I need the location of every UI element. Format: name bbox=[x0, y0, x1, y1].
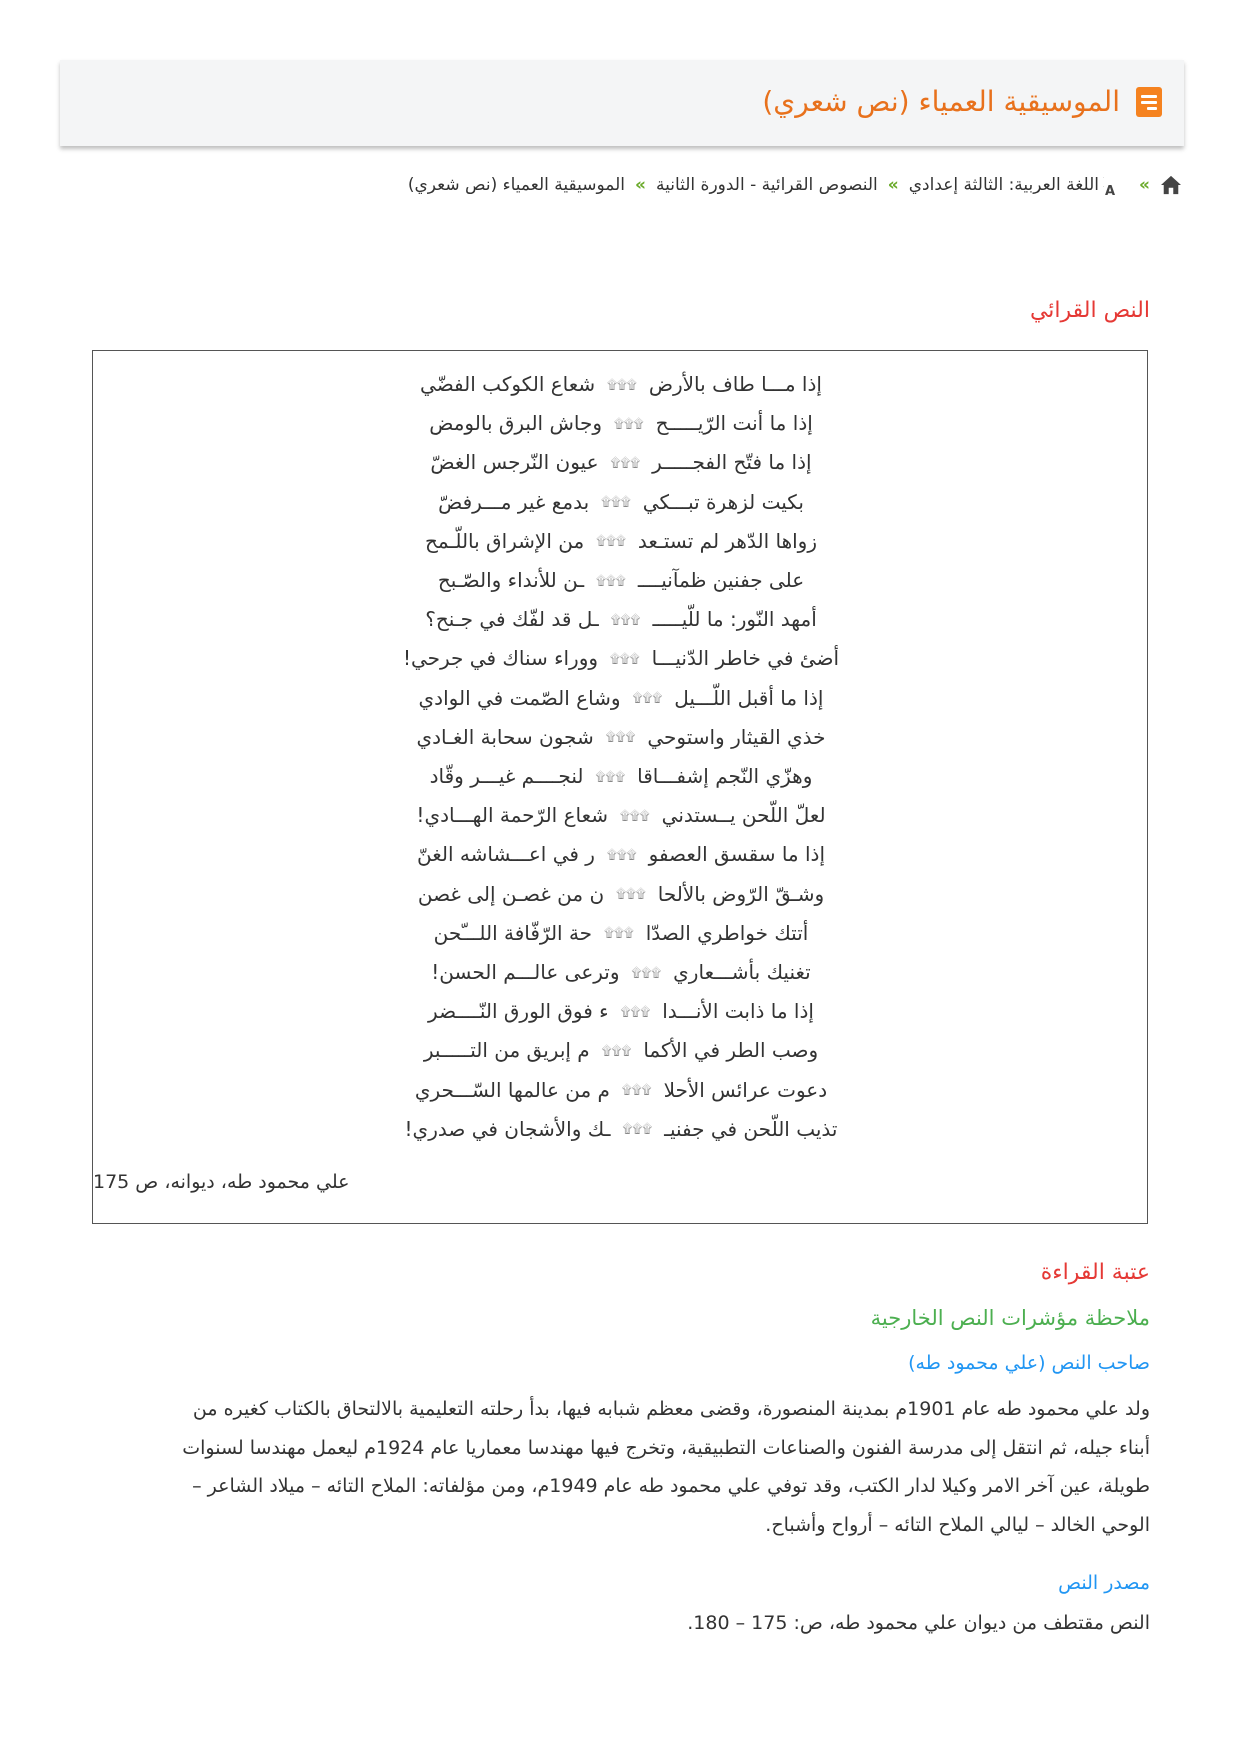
verse-separator: ۩۩۩ bbox=[596, 534, 626, 550]
breadcrumb-separator: » bbox=[887, 175, 899, 195]
poem-verse bbox=[93, 1112, 1149, 1146]
verse-first-hemistich: بكيت لزهرة تبـــكي bbox=[642, 489, 804, 514]
poem-verse bbox=[93, 798, 1149, 832]
verse-second-hemistich: شعاع الكوكب الفضّي bbox=[420, 372, 596, 396]
verse-first-hemistich: وصب الطر في الأكما bbox=[643, 1038, 819, 1063]
verse-separator: ۩۩۩ bbox=[610, 455, 641, 471]
verse-first-hemistich: دعوت عرائس الأحلا bbox=[663, 1077, 828, 1102]
verse-second-hemistich: شعاع الرّحمة الهـــادي! bbox=[416, 803, 609, 828]
verse-second-hemistich: ن من غصـن إلى غصن bbox=[417, 881, 605, 906]
verse-first-hemistich: على جفنين ظمآنيــــ bbox=[637, 568, 805, 592]
verse-first-hemistich: أمهد النّور: ما للّيـــــ bbox=[652, 607, 817, 632]
breadcrumb-item-label: اللغة العربية: الثالثة إعدادي bbox=[908, 175, 1100, 195]
poem-verse bbox=[93, 367, 1149, 401]
verse-second-hemistich: ء فوق الورق النّــــضر bbox=[428, 999, 609, 1024]
verse-second-hemistich: لنجــــم غيـــر وقّاد bbox=[429, 764, 584, 788]
verse-first-hemistich: إذا ما أنت الرّيـــــح bbox=[655, 411, 813, 436]
poem-verse bbox=[93, 1073, 1149, 1107]
verse-second-hemistich: عيون النّرجس الغضّ bbox=[430, 450, 599, 475]
author-paragraph bbox=[110, 1390, 1150, 1544]
poem-verse bbox=[93, 837, 1149, 871]
poem-verse bbox=[93, 641, 1149, 675]
breadcrumb bbox=[58, 170, 1182, 200]
verse-first-hemistich: أتتك خواطري الصدّا bbox=[645, 920, 809, 945]
verse-first-hemistich: إذا مـــا طاف بالأرض bbox=[648, 372, 822, 396]
verse-separator: ۩۩۩ bbox=[614, 416, 644, 432]
verse-separator: ۩۩۩ bbox=[595, 769, 626, 785]
verse-first-hemistich: لعلّ اللّحن يــستدني bbox=[661, 803, 826, 828]
verse-first-hemistich: خذي القيثار واستوحي bbox=[647, 724, 826, 749]
poem-verse bbox=[93, 955, 1149, 989]
verse-first-hemistich: تذيب اللّحن في جفنيـ bbox=[664, 1116, 838, 1141]
verse-separator: ۩۩۩ bbox=[610, 651, 640, 667]
verse-first-hemistich: إذا ما سقسق العصفو bbox=[648, 842, 825, 867]
verse-separator: ۩۩۩ bbox=[631, 965, 662, 981]
poem-verse bbox=[93, 916, 1149, 950]
verse-second-hemistich: وجاش البرق بالومض bbox=[429, 411, 603, 436]
poem-verse bbox=[93, 406, 1149, 440]
reading-threshold-heading: عتبة القراءة bbox=[1040, 1260, 1150, 1285]
verse-separator: ۩۩۩ bbox=[620, 1004, 651, 1020]
verse-second-hemistich: ر في اعـــشاشه الغنّ bbox=[417, 842, 595, 867]
breadcrumb-item-category[interactable]: النصوص القرائية - الدورة الثانية bbox=[655, 175, 878, 195]
paragraph-line: ولد علي محمود طه عام 1901م بمدينة المنصورة، وقضى معظم شبابه فيها، بدأ رحلته التعليمية بالالتحاق بالكتاب كغيره من bbox=[192, 1398, 1150, 1420]
poem-verse bbox=[93, 720, 1149, 754]
verse-second-hemistich: وترعى عالـــم الحسن! bbox=[431, 960, 620, 984]
verse-first-hemistich: تغنيك بأشـــعاري bbox=[673, 960, 811, 984]
poem-verse bbox=[93, 759, 1149, 793]
poem-verse bbox=[93, 524, 1149, 558]
home-icon bbox=[1160, 175, 1182, 195]
breadcrumb-item-current: الموسيقية العمياء (نص شعري) bbox=[407, 175, 625, 195]
translate-icon bbox=[1103, 173, 1129, 197]
verse-second-hemistich: ـن للأنداء والصّـبح bbox=[437, 568, 585, 592]
poem-verse bbox=[93, 485, 1149, 519]
verse-separator: ۩۩۩ bbox=[621, 1083, 652, 1099]
poem-box bbox=[92, 350, 1148, 1224]
verse-second-hemistich: ـك والأشجان في صدري! bbox=[404, 1116, 611, 1141]
verse-second-hemistich: ـل قد لفّك في جـنح؟ bbox=[425, 607, 599, 632]
paragraph-line: الوحي الخالد – ليالي الملاح التائه – أرواح وأشباح. bbox=[765, 1513, 1150, 1536]
verse-first-hemistich: زواها الدّهر لم تستـعد bbox=[637, 528, 817, 553]
poem-verse bbox=[93, 681, 1149, 715]
verse-separator: ۩۩۩ bbox=[622, 1122, 653, 1138]
verse-separator: ۩۩۩ bbox=[605, 730, 636, 746]
verse-separator: ۩۩۩ bbox=[606, 847, 637, 863]
verse-separator: ۩۩۩ bbox=[596, 573, 626, 589]
svg-text:A: A bbox=[1104, 184, 1116, 197]
verse-separator: ۩۩۩ bbox=[601, 1043, 632, 1059]
poem-verse bbox=[93, 563, 1149, 597]
author-heading: صاحب النص (علي محمود طه) bbox=[908, 1352, 1150, 1374]
verse-second-hemistich: وشاع الصّمت في الوادي bbox=[418, 685, 621, 710]
poem-verse bbox=[93, 445, 1149, 479]
verse-separator: ۩۩۩ bbox=[604, 926, 634, 942]
svg-text:文 bbox=[1103, 175, 1104, 190]
verse-first-hemistich: إذا ما ذابت الأنـــدا bbox=[662, 999, 814, 1024]
paragraph-line: طويلة، عين آخر الامر وكيلا لدار الكتب، وقد توفي علي محمود طه عام 1949م، ومن مؤلفاته: الملاح التائه – ميلاد الشاعر – bbox=[192, 1475, 1150, 1497]
verse-separator: ۩۩۩ bbox=[616, 887, 646, 903]
verse-second-hemistich: ووراء سناك في جرحي! bbox=[402, 646, 599, 671]
external-indicators-heading: ملاحظة مؤشرات النص الخارجية bbox=[870, 1306, 1150, 1330]
verse-second-hemistich: م إبريق من التـــــبر bbox=[423, 1038, 590, 1063]
verse-separator: ۩۩۩ bbox=[607, 377, 637, 393]
verse-first-hemistich: إذا ما أقبل اللّـــيل bbox=[674, 685, 824, 710]
verse-second-hemistich: م من عالمها السّـــحري bbox=[414, 1077, 610, 1102]
breadcrumb-home[interactable] bbox=[1160, 175, 1182, 195]
verse-separator: ۩۩۩ bbox=[610, 612, 641, 628]
breadcrumb-item-subject[interactable] bbox=[909, 173, 1129, 197]
page-title: الموسيقية العمياء (نص شعري) bbox=[762, 85, 1120, 118]
verse-first-hemistich: إذا ما فتّح الفجـــــر bbox=[652, 450, 812, 475]
verse-first-hemistich: أضئ في خاطر الدّنيـــا bbox=[651, 646, 840, 671]
verse-second-hemistich: حة الرّفّافة اللـــّحن bbox=[433, 920, 593, 945]
source-heading: مصدر النص bbox=[1058, 1572, 1150, 1594]
verse-second-hemistich: بدمع غير مـــرفضّ bbox=[438, 489, 590, 514]
breadcrumb-separator: » bbox=[634, 175, 646, 195]
paragraph-line: أبناء جيله، ثم انتقل إلى مدرسة الفنون والصناعات التطبيقية، وتخرج فيها مهندسا معماريا عام 1924م ليعمل مهندسا لسنوات bbox=[182, 1436, 1150, 1459]
poem-attribution: علي محمود طه، ديوانه، ص 175 bbox=[93, 1171, 350, 1193]
verse-first-hemistich: وشـقّ الرّوض بالألحا bbox=[657, 881, 825, 906]
text-heading: النص القرائي bbox=[1029, 298, 1150, 323]
source-paragraph: النص مقتطف من ديوان علي محمود طه، ص: 175 – 180. bbox=[687, 1612, 1150, 1634]
poem-verse bbox=[93, 877, 1149, 911]
poem-verse bbox=[93, 602, 1149, 636]
poem-verse bbox=[93, 994, 1149, 1028]
verse-separator: ۩۩۩ bbox=[632, 691, 663, 707]
verse-separator: ۩۩۩ bbox=[620, 808, 650, 824]
verse-separator: ۩۩۩ bbox=[601, 495, 631, 511]
verse-second-hemistich: من الإشراق باللّـمح bbox=[424, 528, 585, 553]
page-header-card bbox=[60, 60, 1184, 146]
verse-first-hemistich: وهزّي النّجم إشفـــاقا bbox=[637, 764, 813, 788]
breadcrumb-separator: » bbox=[1139, 175, 1150, 195]
poem-verse bbox=[93, 1033, 1149, 1067]
verse-second-hemistich: شجون سحابة الغـادي bbox=[416, 724, 594, 749]
document-icon bbox=[1136, 87, 1162, 117]
